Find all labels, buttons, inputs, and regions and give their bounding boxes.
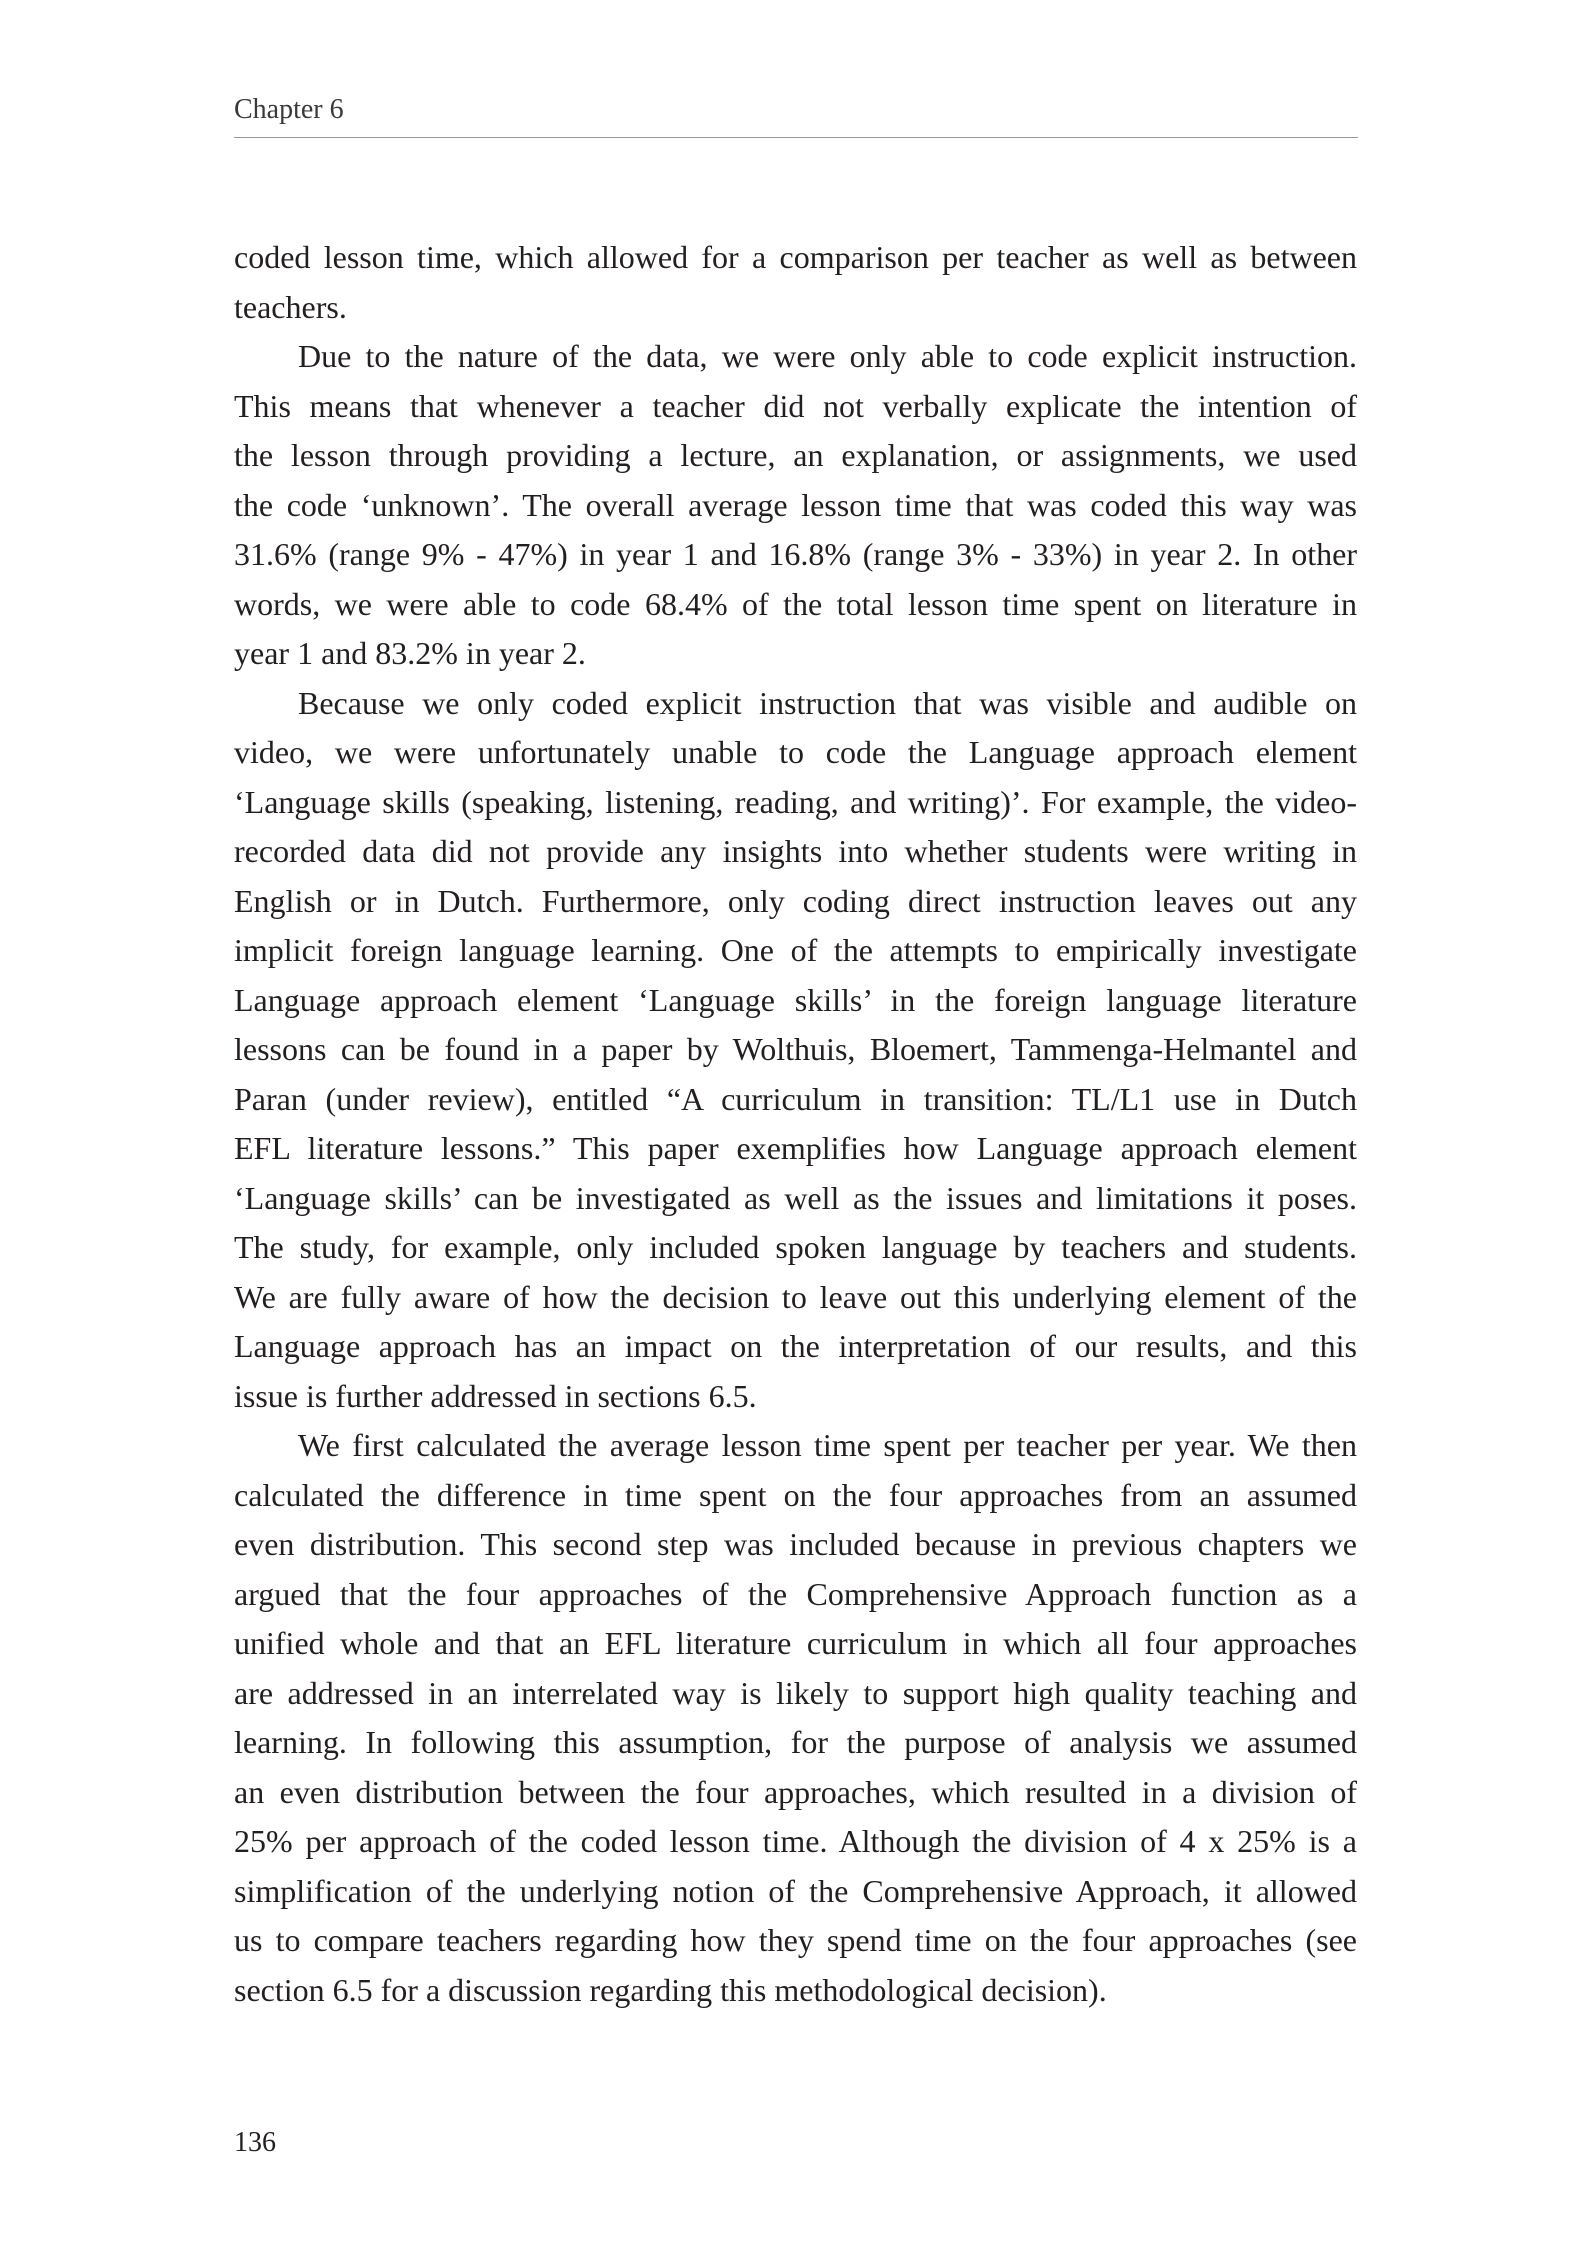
text-line: video, we were unfortunately unable to code the Language approach element	[234, 734, 1357, 770]
text-line: year 1 and 83.2% in year 2.	[234, 635, 586, 671]
text-line: Due to the nature of the data, we were only able to code explicit instruction.	[298, 338, 1357, 374]
text-line: Language approach element ‘Language skills’ in the foreign language literature	[234, 981, 1357, 1018]
text-line: Because we only coded explicit instruction that was visible and audible on	[298, 684, 1357, 721]
text-line: words, we were able to code 68.4% of the total lesson time spent on literature in	[234, 585, 1357, 622]
text-line: us to compare teachers regarding how they spend time on the four approaches (see	[234, 1922, 1357, 1958]
text-line: teachers.	[234, 288, 347, 325]
paragraph	[234, 1421, 1357, 2015]
text-line: calculated the difference in time spent on the four approaches from an assumed	[234, 1476, 1357, 1513]
text-line: the code ‘unknown’. The overall average lesson time that was coded this way was	[234, 486, 1357, 523]
text-line: the lesson through providing a lecture, an explanation, or assignments, we used	[234, 437, 1357, 473]
text-line: issue is further addressed in sections 6.5.	[234, 1377, 757, 1414]
text-line: This means that whenever a teacher did not verbally explicate the intention of	[234, 387, 1357, 424]
text-line: section 6.5 for a discussion regarding this methodological decision).	[234, 1971, 1107, 2008]
text-line: an even distribution between the four approaches, which resulted in a division of	[234, 1773, 1357, 1810]
text-line: Paran (under review), entitled “A curriculum in transition: TL/L1 use in Dutch	[234, 1080, 1357, 1117]
text-line: recorded data did not provide any insights into whether students were writing in	[234, 833, 1357, 869]
text-line: ‘Language skills (speaking, listening, reading, and writing)’. For example, the video-	[234, 783, 1357, 820]
text-line: We are fully aware of how the decision to leave out this underlying element of the	[234, 1278, 1357, 1315]
text-line: English or in Dutch. Furthermore, only coding direct instruction leaves out any	[234, 882, 1357, 919]
text-line: We first calculated the average lesson time spent per teacher per year. We then	[298, 1427, 1357, 1463]
header-rule	[234, 137, 1358, 138]
paragraph	[234, 679, 1357, 1422]
text-line: The study, for example, only included spoken language by teachers and students.	[234, 1229, 1357, 1265]
page-number: 136	[234, 2127, 276, 2158]
body-text	[234, 233, 1357, 2015]
text-line: lessons can be found in a paper by Wolthuis, Bloemert, Tammenga-Helmantel and	[234, 1031, 1357, 1067]
text-line: EFL literature lessons.” This paper exemplifies how Language approach element	[234, 1130, 1357, 1166]
text-line: 31.6% (range 9% - 47%) in year 1 and 16.8% (range 3% - 33%) in year 2. In other	[234, 536, 1357, 572]
running-head-chapter-title: Chapter 6	[234, 94, 344, 125]
text-line: 25% per approach of the coded lesson time. Although the division of 4 x 25% is a	[234, 1823, 1357, 1859]
text-line: ‘Language skills’ can be investigated as well as the issues and limitations it poses.	[234, 1179, 1357, 1216]
text-line: simplification of the underlying notion of the Comprehensive Approach, it allowed	[234, 1872, 1357, 1909]
paragraph	[234, 233, 1357, 332]
text-line: unified whole and that an EFL literature curriculum in which all four approaches	[234, 1625, 1357, 1661]
paragraph	[234, 332, 1357, 679]
text-line: learning. In following this assumption, for the purpose of analysis we assumed	[234, 1724, 1357, 1760]
text-line: coded lesson time, which allowed for a comparison per teacher as well as between	[234, 239, 1357, 275]
text-line: argued that the four approaches of the Comprehensive Approach function as a	[234, 1575, 1357, 1612]
text-line: are addressed in an interrelated way is likely to support high quality teaching and	[234, 1674, 1357, 1711]
text-line: Language approach has an impact on the interpretation of our results, and this	[234, 1328, 1357, 1364]
text-line: even distribution. This second step was included because in previous chapters we	[234, 1526, 1357, 1562]
text-line: implicit foreign language learning. One of the attempts to empirically investigate	[234, 932, 1357, 968]
